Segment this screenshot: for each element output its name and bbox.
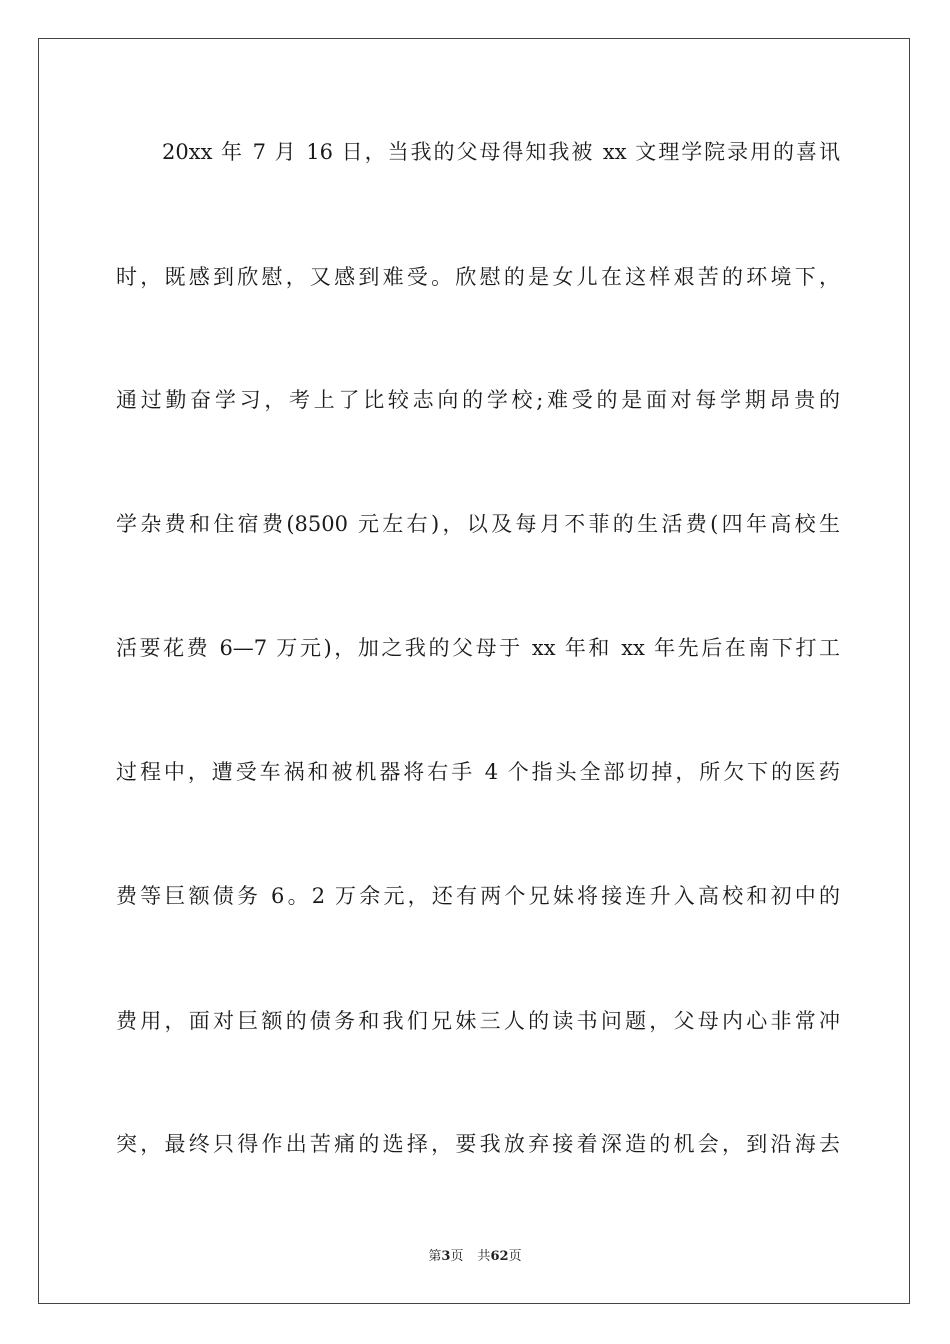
total-suffix: 页 [508, 1249, 522, 1264]
total-prefix: 共 [477, 1249, 491, 1264]
text-line-4: 学杂费和住宿费(8500 元左右)，以及每月不菲的生活费(四年高校生 [116, 512, 840, 536]
total-pages: 62 [490, 1249, 509, 1264]
text-line-8: 费用，面对巨额的债务和我们兄妹三人的读书问题，父母内心非常冲 [116, 1009, 840, 1033]
page-suffix: 页 [450, 1249, 464, 1264]
page-border [38, 38, 910, 1304]
page-footer [0, 1248, 950, 1266]
page-prefix: 第 [428, 1249, 442, 1264]
text-line-9: 突，最终只得作出苦痛的选择，要我放弃接着深造的机会，到沿海去 [116, 1132, 840, 1156]
text-line-5: 活要花费 6—7 万元)，加之我的父母于 xx 年和 xx 年先后在南下打工 [116, 636, 840, 660]
text-line-2: 时，既感到欣慰，又感到难受。欣慰的是女儿在这样艰苦的环境下， [116, 265, 840, 289]
text-line-3: 通过勤奋学习，考上了比较志向的学校;难受的是面对每学期昂贵的 [116, 388, 840, 412]
text-line-7: 费等巨额债务 6。2 万余元，还有两个兄妹将接连升入高校和初中的 [116, 884, 840, 908]
text-line-6: 过程中，遭受车祸和被机器将右手 4 个指头全部切掉，所欠下的医药 [116, 760, 840, 784]
text-line-1: 20xx 年 7 月 16 日，当我的父母得知我被 xx 文理学院录用的喜讯 [162, 140, 840, 164]
page-number: 3 [441, 1249, 451, 1264]
